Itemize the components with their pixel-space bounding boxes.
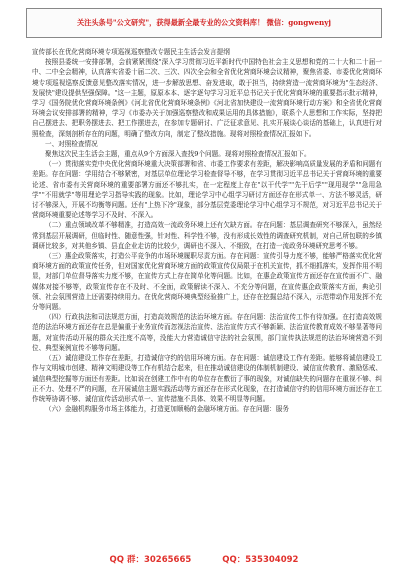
paragraph-overview: 聚焦这次民主生活会主题，重点从9个方面深入查找9个问题。现将对照检查情况汇报如下。 (45, 150, 311, 159)
footer-qq-group: QQ 群：30265665 (109, 555, 192, 565)
paragraph-item-6: （六）金融机构服务市场主体能力，打造更加顺畅的金融环境方面。存在问题：服务 (45, 405, 289, 414)
section-heading: 一、对照检查情况 (45, 139, 98, 148)
banner-text: 关注头条号"公文研究"，获得最新全最专业的公文资料库！ 微信：gongwenyj (76, 18, 332, 27)
header-banner (26, 8, 382, 38)
paragraph-item-4: （四）行政执法和司法规范方面，打造高效规范的法治环境方面。存在问题：法治宣传工作有待加强。在打造高效规范的法治环境方面还存在总是偏重于业务宣传而忽视法治宣传、法治宣传方式不够新颖、法治宣传教育成效不够显著等问题，对宣传活动开展的群众关注度不高等，没能大力营造诚信守法的社会氛围，部门宣传执法规范的法治环境营造不到位、典型案例宣传不够等问题。 (32, 313, 382, 352)
document-title: 宣传部长在优化营商环境专项巡视巡察整改专题民主生活会发言提纲 (32, 48, 230, 56)
paragraph-item-5: （五）诚信建设工作存在差距，打造诚信守约的信用环境方面。存在问题：诚信建设工作有差距。能够将诚信建设工作与文明城市创建、精神文明建设等工作有机结合起来，但在推动诚信建设的体制机制建设、诚信宣传教育、激励惩戒、诚信典型挖掘等方面还有差距。比如说在创建工作中有的单位存在敷衍了事的现象，对诚信缺失的问题存在重视不够、纠正不力、处理不严的问题，在开展诚信主题实践活动等方面还存在形式化现象，在打造诚信守约的信用环境方面还存在工作统筹协调不够、诚信宣传活动形式单一、宣传措施不具体、效果不明显等问题。 (32, 354, 382, 403)
paragraph-intro: 按照县委统一安排部署，会前紧紧围绕"深入学习贯彻习近平新时代中国特色社会主义思想和党的二十大和二十届一中、二中全会精神，认真落实省委十届二次、三次、四次全会和全省优化营商环境会议精神，聚焦省委、市委优化营商环境专项巡视巡察反馈意见整改落实情况，进一步解放思想、奋发进取，敢于担当，持续营造一流营商环境为"生态经济、发展快"建设提供坚强保障。"这一主题，原原本本、逐字逐句学习习近平总书记关于优化营商环境的重要指示批示精神，学习《国务院优化营商环境条例》《河北省优化营商环境条例》《河北省加快建设一流营商环境行动方案》和全省优化营商环境会议安排部署的精神，学习《市委办关于加强巡察整改和成果运用的具体措施》，联系个人思想和工作实际，坚持把自己摆进去、把职务摆进去、把工作摆进去，在参加专题研讨、广泛征求意见、扎实开展谈心谈话的基础上，认真进行对照检查，深刻剖析存在的问题，明确了整改方向，制定了整改措施。现将对照检查情况汇报如下。 (32, 58, 382, 138)
footer-qq: QQ：535304092 (222, 555, 299, 565)
footer-contact (0, 553, 408, 565)
paragraph-item-3: （三）惠企政策落实，打造公平竞争的市场环境履职尽责方面。存在问题：宣传引导力度不够，能够严格落实优化营商环境方面的政策宣传任务，但对国家优化营商环境方面的政策宣传仅局限于在机关宣传，抓不细抓落实，发挥作用不明显，对部门单位督导落实力度不够，在宣传方式上存在简单化等问题。比如，在惠企政策宣传方面还存在宣传面不广、融媒体对接不够等，政策宣传存在不及时、不全面，政策解读不深入、不充分等问题，在宣传惠企政策落实方面，典论引领、社会氛围营造上还需要持续用力。在优化营商环境典型经验推广上，还存在挖掘总结不深入，示范带动作用发挥不充分等问题。 (32, 252, 382, 312)
paragraph-item-1: （一）贯彻落实党中央优化营商环境重大决策部署和省、市委工作要求有差距，解决影响高质量发展的矛盾和问题有差距。存在问题：学用结合不够紧密，对基层单位理论学习检查督导不够，在学习贯彻习近平总书记关于营商环境的重要论述、省市委有关营商环境的重要部署方面还不够扎实，在一定程度上存在"以干代学""先干后学""现用现学""急用急学""不用就学"等用理论学习指导实践的现象。比如，理论学习中心组学习研讨方面还存在形式单一、方法不够灵活，研讨不够深入，开展不均衡等问题。还有"上热下冷"现象，部分基层党委理论学习中心组学习不规范，对习近平总书记关于营商环境重要论述等学习不及时、不深入。 (32, 160, 382, 220)
document-body (32, 47, 382, 414)
paragraph-item-2: （二）重点领域改革不够精准，打造高效一流政务环境上还有欠缺方面。存在问题：基层调查研究不够深入，虽然经常到基层开展调研，但临时性、随意性强，针对性、科学性不够，没有形成长效性的调查研究机制，对自己所包联的乡镇调研比较多，对其他乡镇、县直企业走访的比较少，调研也不深入、不细致，在打造一流政务环境研究思考不够。 (32, 221, 382, 250)
